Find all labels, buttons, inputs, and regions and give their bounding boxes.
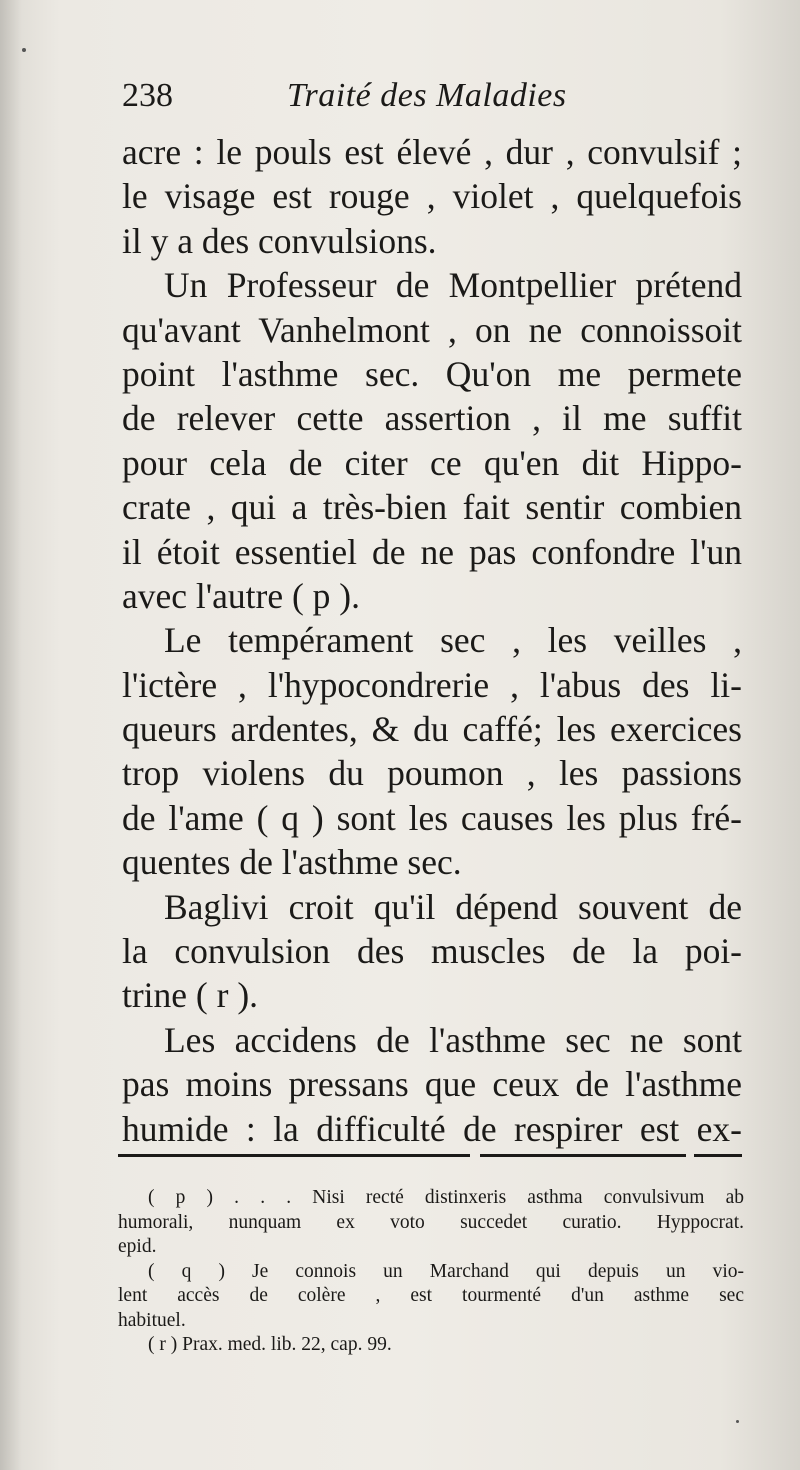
text-line: queurs ardentes, & du caffé; les exercices	[122, 709, 742, 750]
text-line: de l'ame ( q ) sont les causes les plus fré-	[122, 797, 742, 838]
text-line: qu'avant Vanhelmont , on ne connoissoit	[122, 309, 742, 350]
paper-speck	[736, 1420, 739, 1423]
footnote-line: lent accès de colère , est tourmenté d'un asthme sec	[118, 1285, 744, 1306]
page-gutter-shadow	[0, 0, 22, 1470]
text-line: Les accidens de l'asthme sec ne sont	[164, 1019, 742, 1060]
running-head: Traité des Maladies	[287, 77, 567, 114]
text-line: de relever cette assertion , il me suffit	[122, 398, 742, 439]
main-text	[122, 130, 742, 1151]
footnote-line: habituel.	[118, 1309, 186, 1331]
text-line: point l'asthme sec. Qu'on me permete	[122, 353, 742, 394]
text-line: avec l'autre ( p ).	[122, 575, 360, 616]
text-line: Baglivi croit qu'il dépend souvent de	[164, 886, 742, 927]
text-line: Un Professeur de Montpellier prétend	[164, 265, 742, 306]
text-line: humide : la difficulté de respirer est ex-	[122, 1108, 742, 1149]
page-number: 238	[122, 77, 173, 114]
text-line: acre : le pouls est élevé , dur , convulsif ;	[122, 132, 742, 172]
footnote-line: ( q ) Je connois un Marchand qui depuis un vio-	[148, 1260, 744, 1282]
footnote-separator-rule	[118, 1152, 742, 1160]
footnote-line: ( p ) . . . Nisi recté distinxeris asthma convulsivum ab	[148, 1187, 744, 1208]
text-line: pas moins pressans que ceux de l'asthme	[122, 1064, 742, 1105]
text-line: la convulsion des muscles de la poi-	[122, 931, 742, 972]
footnote-line: ( r ) Prax. med. lib. 22, cap. 99.	[148, 1334, 392, 1355]
footnote-line: epid.	[118, 1236, 157, 1257]
text-line: il y a des convulsions.	[122, 220, 437, 261]
footnote-line: humorali, nunquam ex voto succedet curatio. Hyppocrat.	[118, 1211, 744, 1233]
text-line: trine ( r ).	[122, 975, 259, 1016]
text-line: quentes de l'asthme sec.	[122, 842, 462, 883]
text-line: il étoit essentiel de ne pas confondre l'un	[122, 531, 742, 572]
footnotes	[118, 1186, 744, 1358]
text-line: l'ictère , l'hypocondrerie , l'abus des li-	[122, 664, 742, 705]
text-line: trop violens du poumon , les passions	[122, 753, 742, 794]
text-line: le visage est rouge , violet , quelquefois	[122, 176, 742, 217]
text-line: pour cela de citer ce qu'en dit Hippo-	[122, 442, 742, 483]
paper-speck	[22, 48, 26, 52]
text-line: crate , qui a très-bien fait sentir combien	[122, 487, 742, 528]
page-header	[122, 74, 742, 118]
text-line: Le tempérament sec , les veilles ,	[164, 620, 742, 661]
